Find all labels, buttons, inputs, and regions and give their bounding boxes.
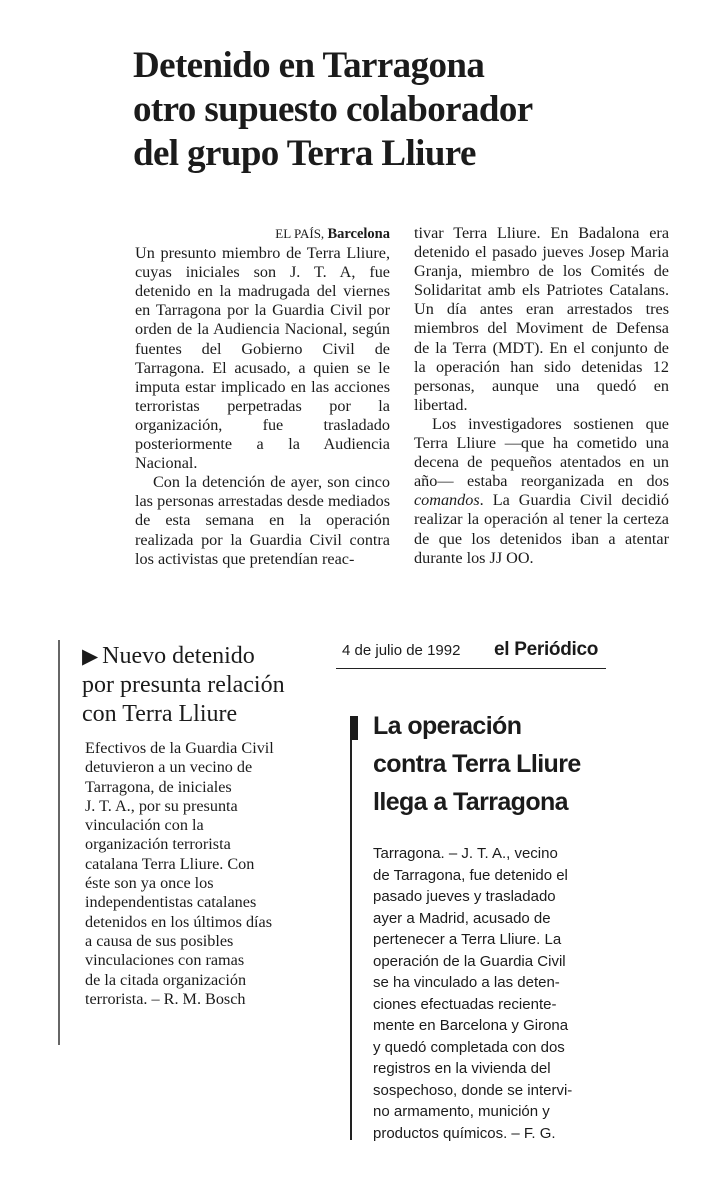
section-marker-icon bbox=[350, 716, 358, 740]
paragraph-text: . La Guardia Civil decidió realizar la operación al tener la certeza de que los detenidos iban a atentar durante los JJ OO. bbox=[414, 491, 669, 567]
paragraph: tivar Terra Lliure. En Badalona era detenido el pasado jueves Josep Maria Granja, miembro de los Comités de Solidaritat amb els Patriotes Catalans. Un día antes eran arrestados tres miembros del Moviment de Defensa de la Terra (MDT). En el conjunto de la operación han sido detenidas 12 personas, aunque una quedó en libertad. bbox=[414, 224, 669, 414]
headline-line bbox=[82, 642, 342, 671]
clip1-column-1 bbox=[135, 224, 390, 569]
body-line: ayer a Madrid, acusado de bbox=[373, 909, 551, 927]
byline-source: EL PAÍS, bbox=[275, 226, 325, 241]
triangle-bullet-icon: ▶ bbox=[82, 644, 99, 668]
paragraph-text: Los investigadores sostienen que Terra Lliure —que ha cometido una decena de pequeños atentados en un año— estaba reorganizada en dos bbox=[414, 414, 669, 491]
body-line: no armamento, munición y bbox=[373, 1103, 550, 1120]
body-line: registros en la vivienda del bbox=[373, 1060, 551, 1077]
body-line: Efectivos de la Guardia Civil bbox=[85, 739, 274, 757]
body-line: independentistas catalanes bbox=[85, 893, 257, 912]
clip3-margin-rule bbox=[58, 640, 60, 1045]
body-line: vinculaciones con ramas bbox=[85, 951, 245, 970]
headline-line: llega a Tarragona bbox=[373, 788, 568, 816]
clip4-body bbox=[373, 843, 613, 1144]
clip3-headline bbox=[82, 642, 342, 729]
paragraph: Con la detención de ayer, son cinco las personas arrestadas desde mediados de esta semana en la operación realizada por la Guardia Civil contra los activistas que pretendían reac- bbox=[135, 473, 390, 568]
body-line: sospechoso, donde se intervi- bbox=[373, 1081, 573, 1099]
body-line: vinculación con la bbox=[85, 816, 204, 835]
headline-line: Detenido en Tarragona bbox=[133, 45, 485, 86]
body-line: Tarragona. – J. T. A., vecino bbox=[373, 845, 558, 862]
headline-line: del grupo Terra Lliure bbox=[133, 133, 476, 174]
headline-line: contra Terra Lliure bbox=[373, 750, 581, 778]
byline bbox=[135, 224, 390, 244]
byline-city: Barcelona bbox=[327, 226, 390, 242]
newspaper-name: el Periódico bbox=[494, 639, 599, 660]
headline-line: por presunta relación bbox=[82, 672, 285, 698]
clip1-headline bbox=[133, 44, 603, 176]
body-line: ciones efectuadas reciente- bbox=[373, 995, 557, 1013]
body-line: organización terrorista bbox=[85, 835, 231, 854]
body-line: pasado jueves y trasladado bbox=[373, 888, 556, 905]
body-line: mente en Barcelona y Girona bbox=[373, 1017, 569, 1034]
clip4-headline bbox=[373, 707, 673, 821]
body-line: productos químicos. – F. G. bbox=[373, 1124, 556, 1142]
body-line: detenidos en los últimos días bbox=[85, 912, 273, 931]
emphasis-text: comandos bbox=[414, 491, 480, 510]
body-line: pertenecer a Terra Lliure. La bbox=[373, 931, 562, 948]
body-line: terrorista. – R. M. Bosch bbox=[85, 989, 246, 1008]
headline-line: otro supuesto colaborador bbox=[133, 89, 533, 130]
body-line: catalana Terra Lliure. Con bbox=[85, 854, 255, 873]
paragraph bbox=[414, 415, 669, 568]
body-line: Tarragona, de iniciales bbox=[85, 777, 232, 796]
body-line: operación de la Guardia Civil bbox=[373, 952, 566, 970]
headline-line: La operación bbox=[373, 712, 522, 740]
paragraph: Un presunto miembro de Terra Lliure, cuyas iniciales son J. T. A, fue detenido en la madrugada del viernes en Tarragona por la Guardia Civil por orden de la Audiencia Nacional, según fuentes del Gobierno Civil de Tarragona. El acusado, a quien se le imputa estar implicado en las acciones terroristas perpetradas por la organización, fue trasladado posteriormente a la Audiencia Nacional. bbox=[135, 244, 390, 473]
clip1-column-2 bbox=[414, 224, 669, 568]
body-line: J. T. A., por su presunta bbox=[85, 796, 238, 815]
clip3-body bbox=[85, 739, 335, 1009]
body-line: se ha vinculado a las deten- bbox=[373, 974, 560, 991]
clip4-margin-rule bbox=[350, 718, 352, 1140]
body-line: detuvieron a un vecino de bbox=[85, 758, 253, 777]
body-line: de Tarragona, fue detenido el bbox=[373, 866, 568, 884]
dateline bbox=[336, 638, 606, 669]
dateline-date: 4 de julio de 1992 bbox=[342, 642, 461, 659]
body-line: de la citada organización bbox=[85, 970, 247, 989]
headline-line: con Terra Lliure bbox=[82, 701, 238, 727]
body-line: éste son ya once los bbox=[85, 874, 214, 893]
body-line: y quedó completada con dos bbox=[373, 1038, 565, 1056]
headline-text: Nuevo detenido bbox=[102, 643, 255, 669]
body-line: a causa de sus posibles bbox=[85, 931, 234, 950]
